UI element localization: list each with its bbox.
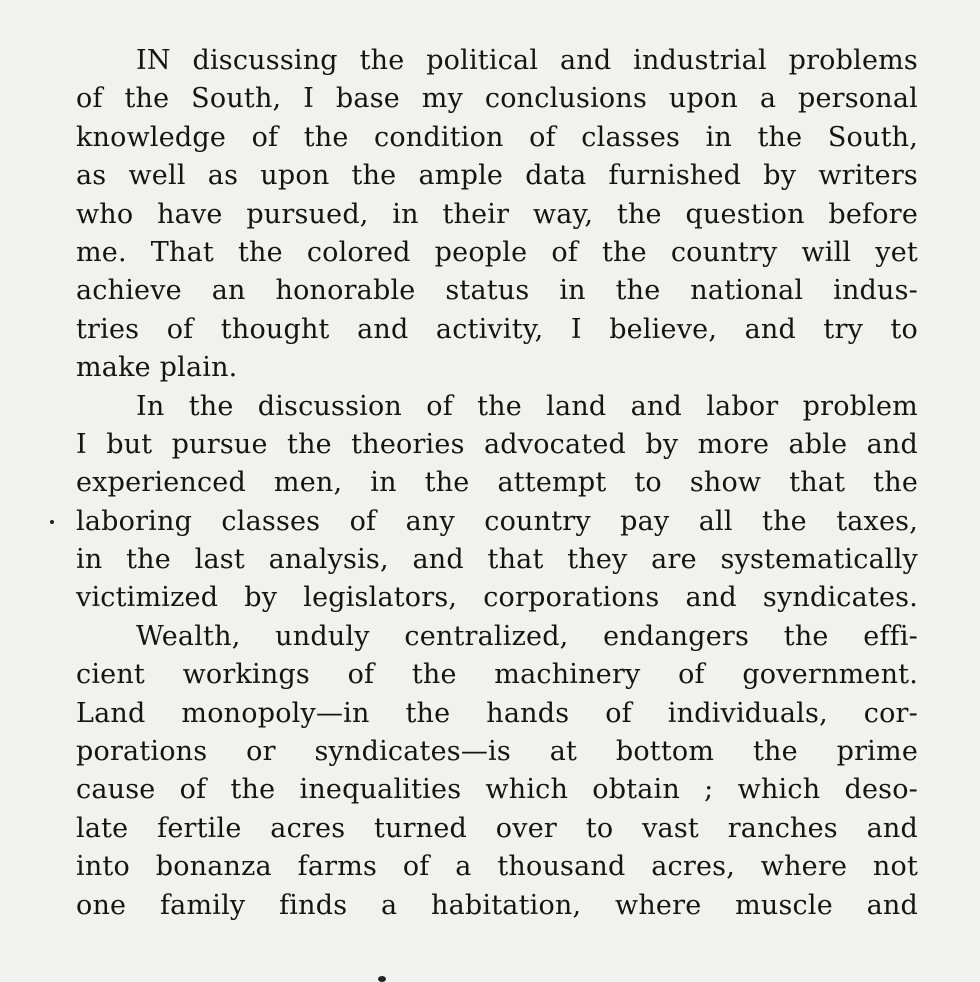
- text-line: in the last analysis, and that they are systematically: [76, 544, 918, 576]
- text-line: cause of the inequalities which obtain ; which deso-: [76, 774, 918, 806]
- text-line: who have pursued, in their way, the question before: [76, 198, 918, 230]
- text-line: make plain.: [76, 352, 238, 384]
- text-line: IN discussing the political and industrial problems: [136, 45, 918, 76]
- body-text: [76, 42, 918, 925]
- text-line: one family finds a habitation, where muscle and: [76, 889, 918, 921]
- text-line: into bonanza farms of a thousand acres, where not: [76, 851, 918, 883]
- text-line: me. That the colored people of the country will yet: [76, 236, 918, 268]
- text-line: late fertile acres turned over to vast ranches and: [76, 812, 918, 844]
- text-line: achieve an honorable status in the national indus-: [76, 275, 918, 307]
- text-line: In the discussion of the land and labor problem: [136, 390, 918, 422]
- text-line: tries of thought and activity, I believe, and try to: [76, 313, 918, 345]
- text-line: of the South, I base my conclusions upon a personal: [76, 83, 918, 115]
- text-line: Wealth, unduly centralized, endangers the effi-: [136, 620, 918, 652]
- text-line: as well as upon the ample data furnished by writers: [76, 160, 918, 192]
- text-line: experienced men, in the attempt to show that the: [76, 467, 918, 499]
- text-line: victimized by legislators, corporations and syndicates.: [76, 582, 918, 614]
- text-line: Land monopoly—in the hands of individuals, cor-: [76, 697, 918, 729]
- ink-speck: [50, 520, 54, 524]
- text-line: I but pursue the theories advocated by more able and: [76, 428, 918, 460]
- ink-speck: [378, 976, 386, 982]
- text-line: porations or syndicates—is at bottom the prime: [76, 736, 918, 768]
- text-line: knowledge of the condition of classes in the South,: [76, 121, 918, 153]
- text-line: laboring classes of any country pay all the taxes,: [76, 505, 918, 537]
- text-line: cient workings of the machinery of government.: [76, 659, 918, 691]
